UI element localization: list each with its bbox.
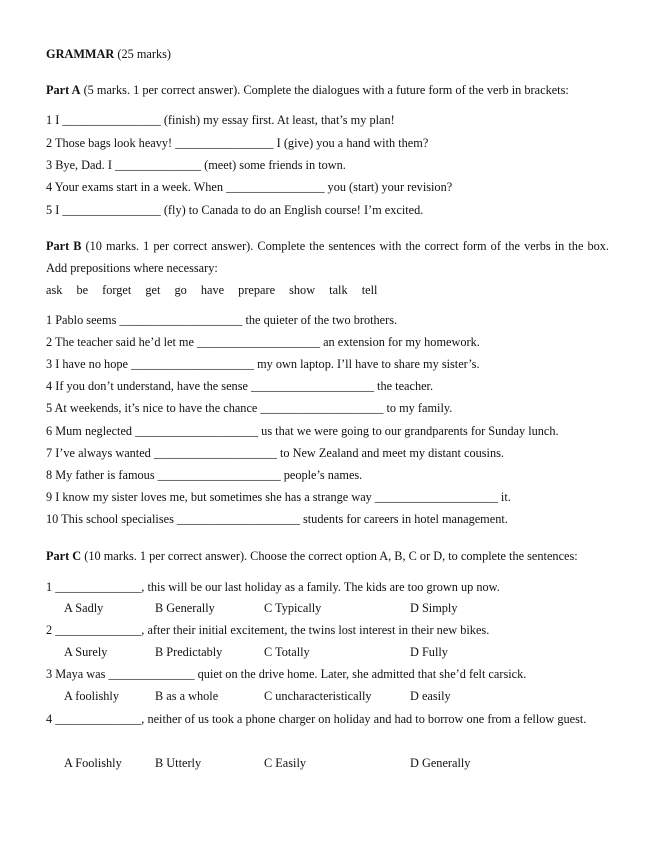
word-box-item: talk	[329, 283, 348, 297]
option-d: D Simply	[410, 601, 458, 615]
option-b: B Predictably	[155, 645, 223, 659]
option-d: D Generally	[410, 756, 471, 770]
word-box-item: prepare	[238, 283, 276, 297]
part-a-item-4: 4 Your exams start in a week. When ________________ you (start) your revision?	[46, 180, 453, 194]
option-a: A Surely	[64, 645, 108, 659]
option-a: A foolishly	[64, 689, 119, 703]
option-d: D Fully	[410, 645, 448, 659]
part-c-question-1: 1 ______________, this will be our last holiday as a family. The kids are too grown up now.	[46, 580, 500, 594]
part-c-question-3: 3 Maya was ______________ quiet on the drive home. Later, she admitted that she’d felt carsick.	[46, 667, 527, 681]
part-b-item-8: 8 My father is famous ____________________ people’s names.	[46, 468, 363, 482]
word-box-item: get	[145, 283, 161, 297]
part-a-item-1: 1 I ________________ (finish) my essay first. At least, that’s my plan!	[46, 113, 395, 127]
option-b: B Utterly	[155, 756, 202, 770]
word-box-item: be	[76, 283, 89, 297]
part-b-item-1: 1 Pablo seems ____________________ the quieter of the two brothers.	[46, 313, 398, 327]
part-c-question-2: 2 ______________, after their initial excitement, the twins lost interest in their new bikes.	[46, 623, 490, 637]
part-a-item-2: 2 Those bags look heavy! ________________ I (give) you a hand with them?	[46, 136, 429, 150]
word-box-item: forget	[102, 283, 132, 297]
option-a: A Foolishly	[64, 756, 122, 770]
part-b-item-10: 10 This school specialises ____________________ students for careers in hotel management.	[46, 512, 508, 526]
option-b: B Generally	[155, 601, 215, 615]
option-a: A Sadly	[64, 601, 104, 615]
part-a-item-3: 3 Bye, Dad. I ______________ (meet) some friends in town.	[46, 158, 346, 172]
part-b-item-9: 9 I know my sister loves me, but sometimes she has a strange way ____________________ it.	[46, 490, 511, 504]
part-b-item-4: 4 If you don’t understand, have the sense ____________________ the teacher.	[46, 379, 434, 393]
part-b-instruction: Part B (10 marks. 1 per correct answer). Complete the sentences with the correct form of the verbs in the box. Add prepositions where necessary:	[46, 239, 609, 275]
section-title: GRAMMAR (25 marks)	[46, 47, 171, 61]
part-b-item-6: 6 Mum neglected ____________________ us that we were going to our grandparents for Sunday lunch.	[46, 424, 559, 438]
part-a-instruction: Part A (5 marks. 1 per correct answer). Complete the dialogues with a future form of the verb in brackets:	[46, 83, 569, 97]
part-c-instruction: Part C (10 marks. 1 per correct answer). Choose the correct option A, B, C or D, to complete the sentences:	[46, 549, 578, 563]
part-b-item-3: 3 I have no hope ____________________ my own laptop. I’ll have to share my sister’s.	[46, 357, 480, 371]
word-box-item: show	[289, 283, 316, 297]
word-box-item: ask	[46, 283, 63, 297]
part-c-question-4: 4 ______________, neither of us took a phone charger on holiday and had to borrow one from a fellow guest.	[46, 712, 587, 726]
option-c: C Totally	[264, 645, 310, 659]
word-box-item: have	[200, 283, 225, 297]
option-c: C Typically	[264, 601, 322, 615]
part-b-item-7: 7 I’ve always wanted ____________________ to New Zealand and meet my distant cousins.	[46, 446, 504, 460]
option-b: B as a whole	[155, 689, 219, 703]
option-c: C uncharacteristically	[264, 689, 372, 703]
part-a-item-5: 5 I ________________ (fly) to Canada to do an English course! I’m excited.	[46, 203, 424, 217]
word-box	[46, 283, 609, 298]
option-d: D easily	[410, 689, 451, 703]
part-b-item-2: 2 The teacher said he’d let me ____________________ an extension for my homework.	[46, 335, 480, 349]
option-c: C Easily	[264, 756, 307, 770]
part-b-item-5: 5 At weekends, it’s nice to have the chance ____________________ to my family.	[46, 401, 453, 415]
word-box-item: tell	[361, 283, 378, 297]
word-box-item: go	[174, 283, 187, 297]
